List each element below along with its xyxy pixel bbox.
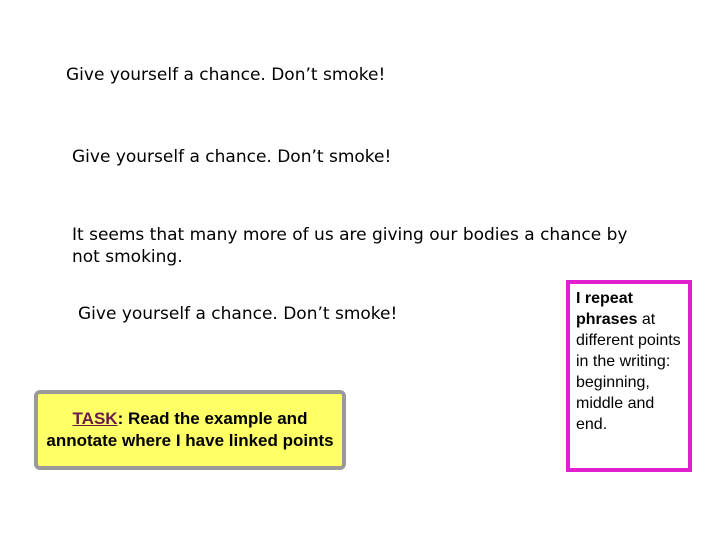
repeated-phrase-beginning: Give yourself a chance. Don’t smoke! (66, 65, 386, 85)
repeated-phrase-middle: Give yourself a chance. Don’t smoke! (72, 147, 392, 167)
repeated-phrase-end: Give yourself a chance. Don’t smoke! (78, 304, 398, 324)
annotation-emphasis: I repeat phrases (576, 290, 638, 328)
task-instruction-box (34, 390, 346, 470)
task-instruction-text (40, 408, 340, 452)
annotation-text: at different points in the writing: beginning, middle and end. (576, 311, 681, 433)
task-keyword: TASK (72, 409, 118, 428)
body-paragraph: It seems that many more of us are giving our bodies a chance by not smoking. (72, 225, 628, 267)
task-description: : Read the example and annotate where I have linked points (46, 409, 334, 450)
annotation-note-box (566, 280, 692, 472)
